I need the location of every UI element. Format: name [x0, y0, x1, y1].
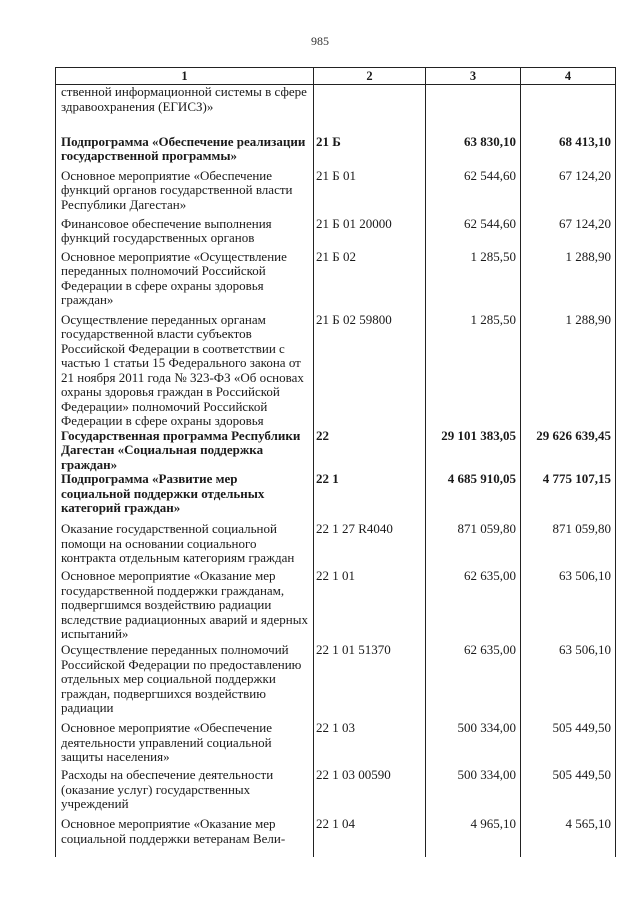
- table-row: [56, 472, 616, 522]
- table-row: [56, 721, 616, 768]
- table-row: [56, 429, 616, 473]
- budget-code-cell: 21 Б: [314, 135, 426, 169]
- budget-code-cell: 22 1 04: [314, 817, 426, 857]
- amount-col3-cell: [426, 85, 521, 135]
- table-row: [56, 643, 616, 721]
- item-name-cell: Осуществление переданных полномочий Российской Федерации по предоставлению отдельных мер социальной поддержки граждан, подвергшихся воздействию радиации: [56, 643, 314, 721]
- table-row: [56, 85, 616, 135]
- amount-col4-cell: 871 059,80: [521, 522, 616, 569]
- amount-col3-cell: 500 334,00: [426, 721, 521, 768]
- table-body: [56, 85, 616, 858]
- budget-code-cell: 21 Б 01 20000: [314, 217, 426, 250]
- table-row: [56, 169, 616, 217]
- item-name-cell: Основное мероприятие «Обеспечение функций органов государственной власти Республики Дагестан»: [56, 169, 314, 217]
- budget-code-cell: 22: [314, 429, 426, 473]
- budget-code-cell: 22 1 01: [314, 569, 426, 643]
- amount-col3-cell: 1 285,50: [426, 250, 521, 313]
- amount-col3-cell: 62 544,60: [426, 217, 521, 250]
- amount-col3-cell: 4 965,10: [426, 817, 521, 857]
- table-row: [56, 250, 616, 313]
- amount-col4-cell: 505 449,50: [521, 768, 616, 817]
- item-name-cell: Подпрограмма «Развитие мер социальной поддержки отдельных категорий граждан»: [56, 472, 314, 522]
- budget-code-cell: 21 Б 01: [314, 169, 426, 217]
- budget-code-cell: 22 1 03 00590: [314, 768, 426, 817]
- budget-code-cell: 22 1: [314, 472, 426, 522]
- item-name-cell: Финансовое обеспечение выполнения функций государственных органов: [56, 217, 314, 250]
- amount-col3-cell: 4 685 910,05: [426, 472, 521, 522]
- column-header-2: 2: [314, 68, 426, 85]
- table-row: [56, 569, 616, 643]
- amount-col4-cell: 1 288,90: [521, 250, 616, 313]
- amount-col3-cell: 29 101 383,05: [426, 429, 521, 473]
- amount-col3-cell: 871 059,80: [426, 522, 521, 569]
- column-header-4: 4: [521, 68, 616, 85]
- amount-col3-cell: 500 334,00: [426, 768, 521, 817]
- table-row: [56, 768, 616, 817]
- item-name-cell: Расходы на обеспечение деятельности (оказание услуг) государственных учреждений: [56, 768, 314, 817]
- item-name-cell: Осуществление переданных органам государственной власти субъектов Российской Федерации в соответствии с частью 1 статьи 15 Федерального закона от 21 ноября 2011 года № 323-ФЗ «Об основах охраны здоровья граждан в Российской Федерации» полномочий Российской Федерации в сфере охраны здоровья: [56, 313, 314, 429]
- amount-col3-cell: 63 830,10: [426, 135, 521, 169]
- amount-col4-cell: 1 288,90: [521, 313, 616, 429]
- budget-table: [55, 67, 616, 857]
- budget-code-cell: 22 1 03: [314, 721, 426, 768]
- item-name-cell: Подпрограмма «Обеспечение реализации государственной программы»: [56, 135, 314, 169]
- item-name-cell: Государственная программа Республики Дагестан «Социальная поддержка граждан»: [56, 429, 314, 473]
- amount-col4-cell: 29 626 639,45: [521, 429, 616, 473]
- amount-col3-cell: 62 635,00: [426, 569, 521, 643]
- table-row: [56, 817, 616, 857]
- page-number: 985: [311, 34, 329, 48]
- budget-code-cell: 22 1 27 R4040: [314, 522, 426, 569]
- amount-col3-cell: 62 544,60: [426, 169, 521, 217]
- table-row: [56, 135, 616, 169]
- budget-code-cell: 22 1 01 51370: [314, 643, 426, 721]
- table-row: [56, 217, 616, 250]
- amount-col4-cell: 4 565,10: [521, 817, 616, 857]
- item-name-cell: ственной информационной системы в сфере здравоохранения (ЕГИСЗ)»: [56, 85, 314, 135]
- budget-code-cell: [314, 85, 426, 135]
- amount-col4-cell: [521, 85, 616, 135]
- item-name-cell: Оказание государственной социальной помощи на основании социального контракта отдельным категориям граждан: [56, 522, 314, 569]
- amount-col4-cell: 4 775 107,15: [521, 472, 616, 522]
- amount-col4-cell: 505 449,50: [521, 721, 616, 768]
- table-header-row: [56, 68, 616, 85]
- amount-col4-cell: 63 506,10: [521, 569, 616, 643]
- item-name-cell: Основное мероприятие «Оказание мер социальной поддержки ветеранам Вели-: [56, 817, 314, 857]
- amount-col4-cell: 63 506,10: [521, 643, 616, 721]
- amount-col3-cell: 62 635,00: [426, 643, 521, 721]
- amount-col3-cell: 1 285,50: [426, 313, 521, 429]
- table-row: [56, 313, 616, 429]
- column-header-1: 1: [56, 68, 314, 85]
- item-name-cell: Основное мероприятие «Оказание мер государственной поддержки гражданам, подвергшимся воздействию радиации вследствие радиационных аварий и ядерных испытаний»: [56, 569, 314, 643]
- item-name-cell: Основное мероприятие «Осуществление переданных полномочий Российской Федерации в сфере охраны здоровья граждан»: [56, 250, 314, 313]
- amount-col4-cell: 67 124,20: [521, 169, 616, 217]
- amount-col4-cell: 68 413,10: [521, 135, 616, 169]
- amount-col4-cell: 67 124,20: [521, 217, 616, 250]
- budget-code-cell: 21 Б 02 59800: [314, 313, 426, 429]
- item-name-cell: Основное мероприятие «Обеспечение деятельности управлений социальной защиты населения»: [56, 721, 314, 768]
- budget-code-cell: 21 Б 02: [314, 250, 426, 313]
- column-header-3: 3: [426, 68, 521, 85]
- table-row: [56, 522, 616, 569]
